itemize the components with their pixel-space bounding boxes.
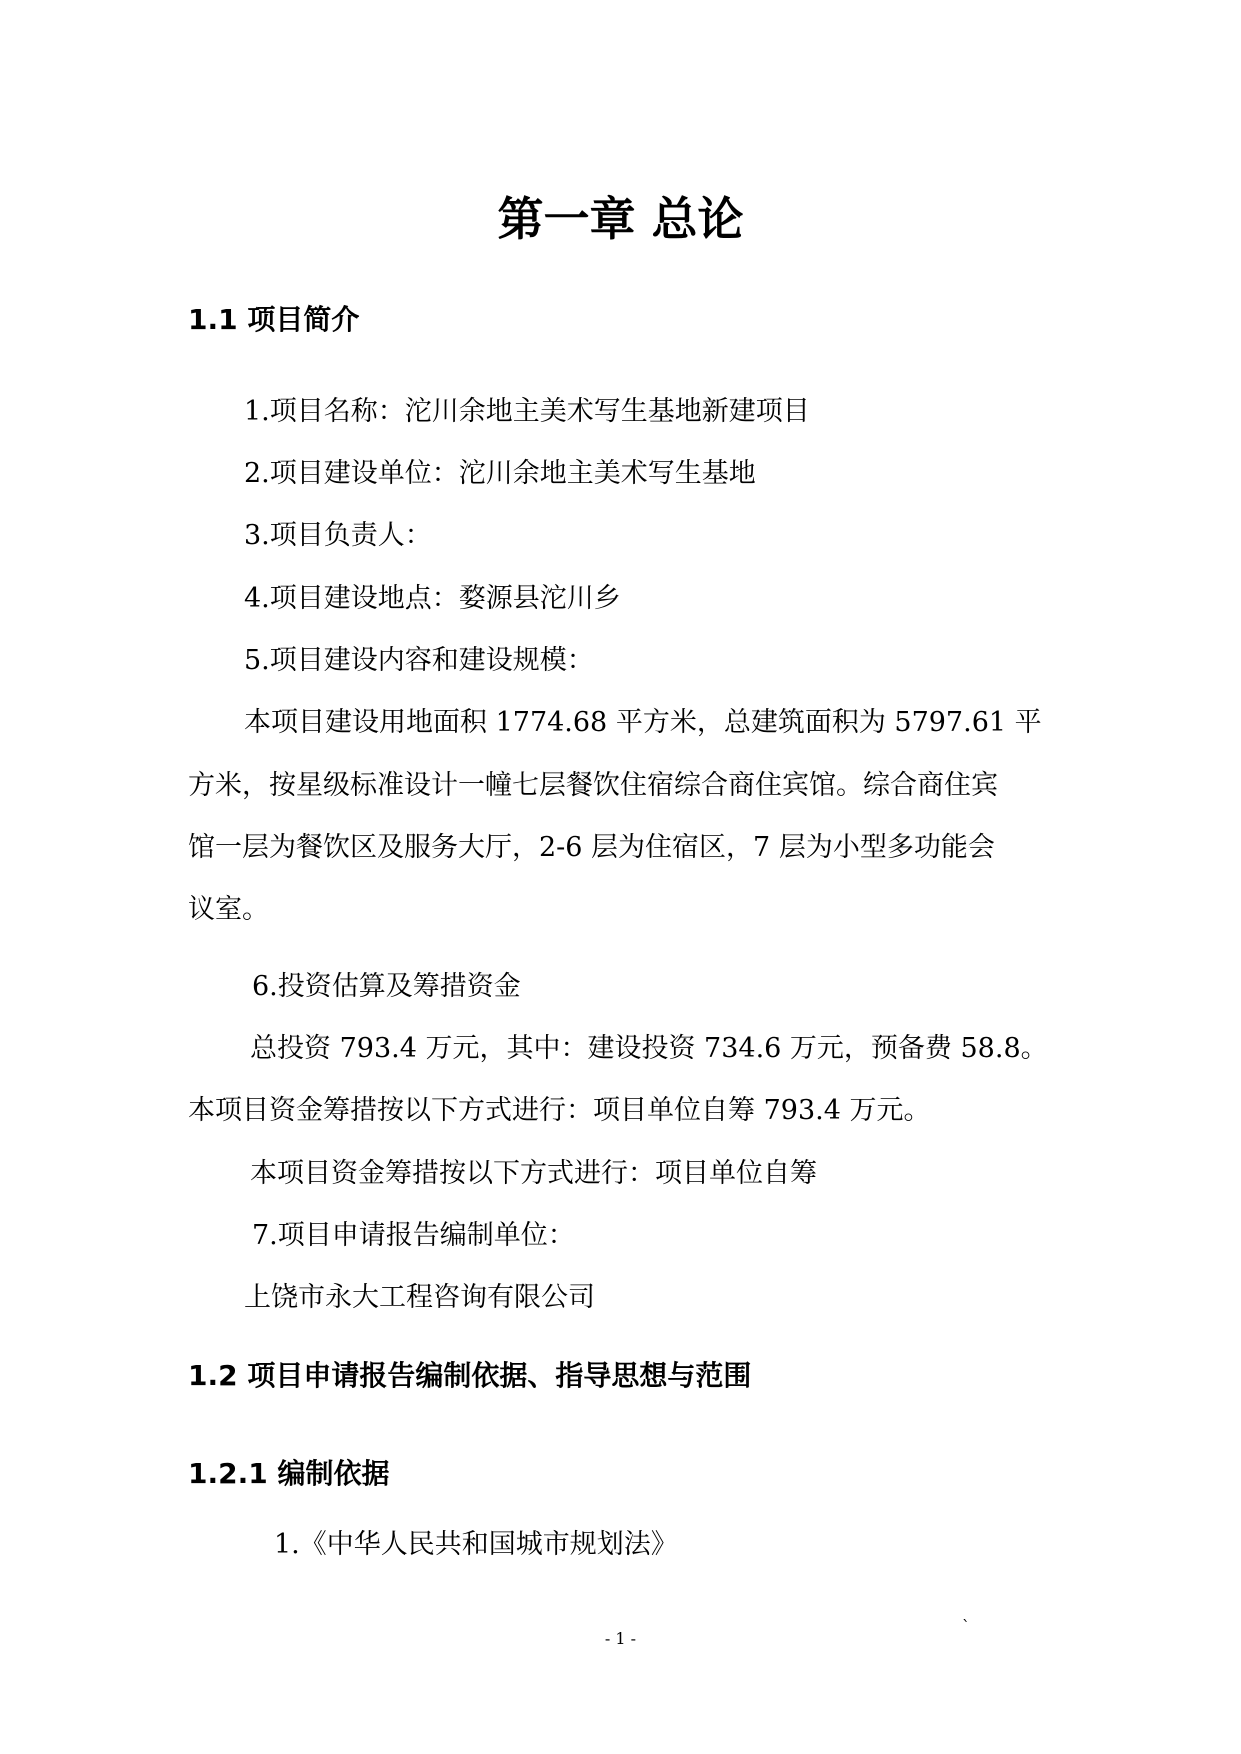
chapter-title: 第一章 总论: [497, 192, 744, 246]
scale-paragraph-line-1: 本项目建设用地面积 1774.68 平方米，总建筑面积为 5797.61 平: [244, 707, 1042, 738]
preparer-name: 上饶市永大工程咨询有限公司: [244, 1282, 595, 1313]
section-heading-1-2: 1.2 项目申请报告编制依据、指导思想与范围: [188, 1359, 752, 1392]
item-project-unit: 2.项目建设单位：沱川余地主美术写生基地: [244, 458, 756, 489]
investment-line-2: 本项目资金筹措按以下方式进行：项目单位自筹 793.4 万元。: [188, 1095, 931, 1126]
item-project-scope: 5.项目建设内容和建设规模：: [244, 645, 594, 676]
investment-line-3: 本项目资金筹措按以下方式进行：项目单位自筹: [250, 1158, 817, 1189]
scale-paragraph-line-2: 方米，按星级标准设计一幢七层餐饮住宿综合商住宾馆。综合商住宾: [188, 770, 998, 801]
section-heading-1-1: 1.1 项目简介: [188, 303, 360, 336]
item-project-location: 4.项目建设地点：婺源县沱川乡: [244, 583, 621, 614]
item-project-leader: 3.项目负责人：: [244, 520, 432, 551]
footer-mark: `: [962, 1617, 970, 1636]
scale-paragraph-line-4: 议室。: [188, 894, 269, 925]
scale-paragraph-line-3: 馆一层为餐饮区及服务大厅，2-6 层为住宿区，7 层为小型多功能会: [188, 832, 995, 863]
section-heading-1-2-1: 1.2.1 编制依据: [188, 1457, 390, 1490]
basis-item-1: 1.《中华人民共和国城市规划法》: [274, 1529, 678, 1560]
preparer-heading: 7.项目申请报告编制单位：: [252, 1220, 575, 1251]
investment-heading: 6.投资估算及筹措资金: [252, 971, 521, 1002]
investment-line-1: 总投资 793.4 万元，其中：建设投资 734.6 万元，预备费 58.8。: [250, 1033, 1048, 1064]
item-project-name: 1.项目名称：沱川余地主美术写生基地新建项目: [244, 396, 810, 427]
page-number: - 1 -: [604, 1629, 637, 1648]
